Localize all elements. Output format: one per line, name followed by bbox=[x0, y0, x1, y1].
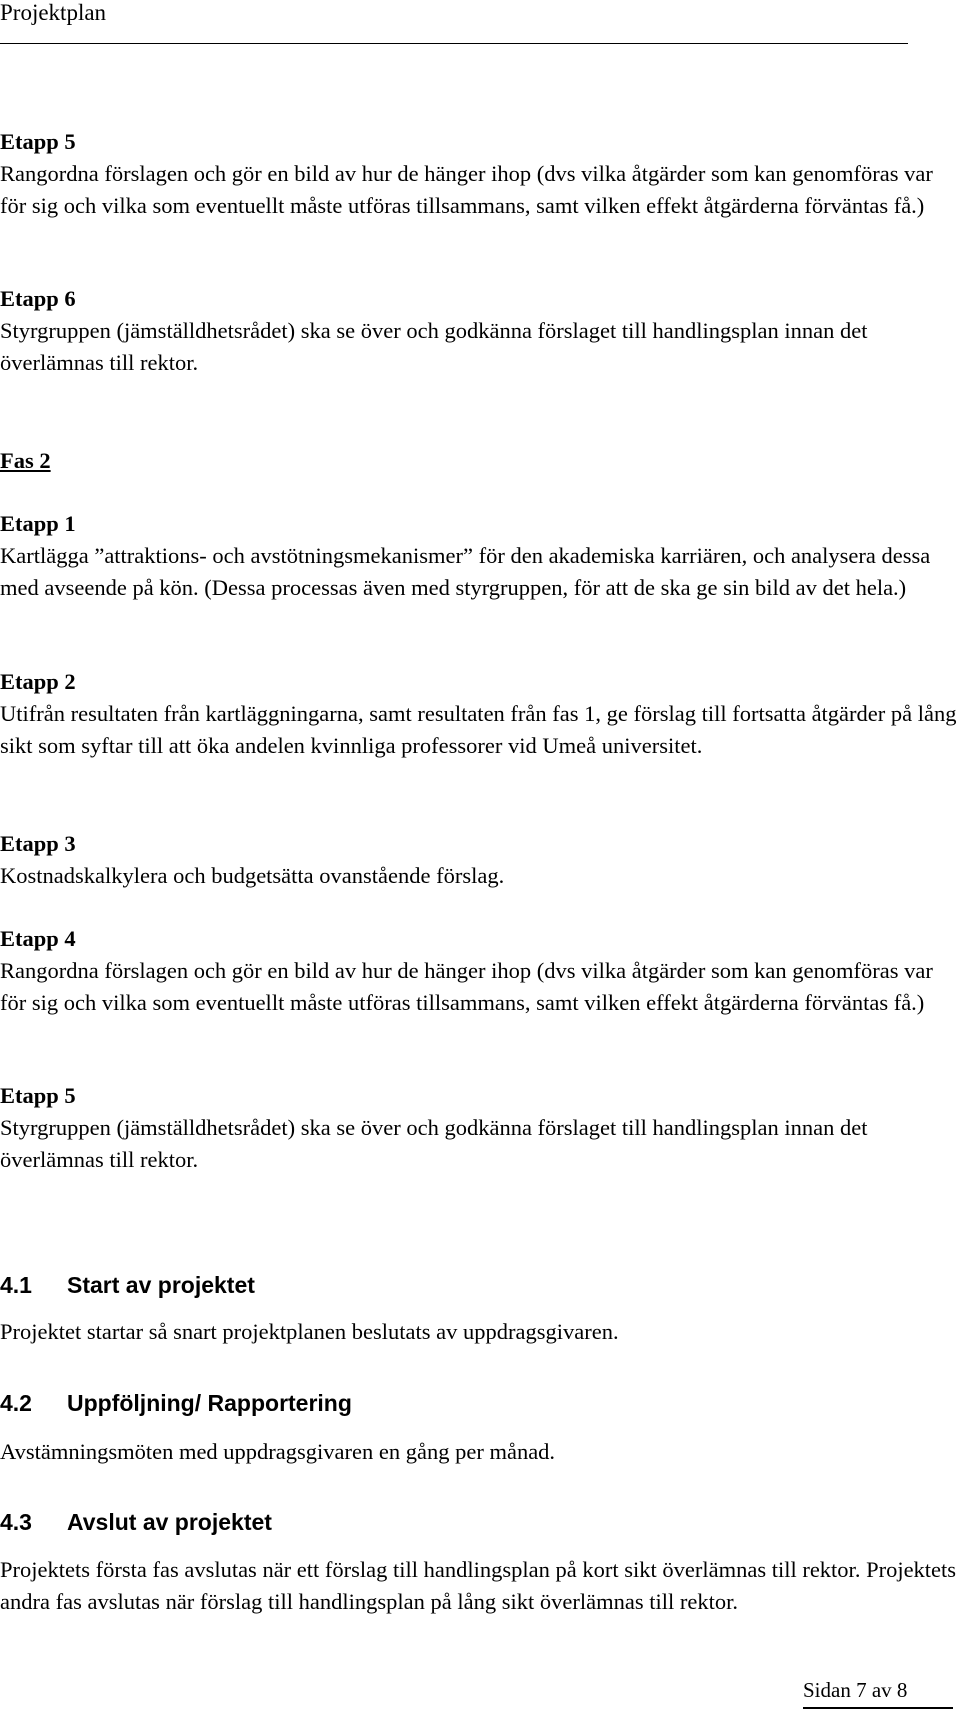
header-divider bbox=[0, 43, 908, 44]
section-number: 4.3 bbox=[0, 1509, 32, 1535]
etapp-text: Rangordna förslagen och gör en bild av hur de hänger ihop (dvs vilka åtgärder som kan genomföras var för sig och vilka som eventuellt måste utföras tillsammans, samt vilken effekt åtgärderna förväntas få.) bbox=[0, 161, 933, 218]
section-4-3-body bbox=[0, 1554, 960, 1618]
section-number: 4.2 bbox=[0, 1390, 32, 1416]
etapp-text: Styrgruppen (jämställdhetsrådet) ska se över och godkänna förslaget till handlingsplan innan det överlämnas till rektor. bbox=[0, 318, 868, 375]
etapp-text: Rangordna förslagen och gör en bild av hur de hänger ihop (dvs vilka åtgärder som kan genomföras var för sig och vilka som eventuellt måste utföras tillsammans, samt vilken effekt åtgärderna förväntas få.) bbox=[0, 958, 933, 1015]
etapp-title: Etapp 5 bbox=[0, 1083, 76, 1108]
etapp-text: Kostnadskalkylera och budgetsätta ovanstående förslag. bbox=[0, 863, 505, 888]
etapp-title: Etapp 1 bbox=[0, 511, 76, 536]
etapp-text: Utifrån resultaten från kartläggningarna, samt resultaten från fas 1, ge förslag till fortsatta åtgärder på lång sikt som syftar till att öka andelen kvinnliga professorer vid Umeå universitet. bbox=[0, 701, 957, 758]
section-title: Avslut av projektet bbox=[67, 1509, 272, 1535]
section-text: Projektets första fas avslutas när ett förslag till handlingsplan på kort sikt överlämnas till rektor. Projektets andra fas avslutas när förslag till handlingsplan på lång sikt överlämnas till rektor. bbox=[0, 1557, 957, 1614]
etapp-title: Etapp 3 bbox=[0, 831, 76, 856]
phase1-etapp-5 bbox=[0, 126, 960, 222]
section-4-2-body bbox=[0, 1436, 960, 1468]
section-4-1-body bbox=[0, 1316, 960, 1348]
etapp-title: Etapp 4 bbox=[0, 926, 76, 951]
phase2-etapp-3 bbox=[0, 828, 960, 892]
etapp-text: Kartlägga ”attraktions- och avstötningsmekanismer” för den akademiska karriären, och analysera dessa med avseende på kön. (Dessa processas även med styrgruppen, för att de ska ge sin bild av det hela.) bbox=[0, 543, 931, 600]
section-text: Projektet startar så snart projektplanen beslutats av uppdragsgivaren. bbox=[0, 1319, 619, 1344]
phase-title: Fas 2 bbox=[0, 448, 51, 473]
section-heading-4-2 bbox=[0, 1389, 352, 1417]
footer-divider bbox=[803, 1707, 953, 1709]
page-number-label: Sidan 7 av 8 bbox=[803, 1678, 908, 1702]
etapp-text: Styrgruppen (jämställdhetsrådet) ska se över och godkänna förslaget till handlingsplan innan det överlämnas till rektor. bbox=[0, 1115, 868, 1172]
section-text: Avstämningsmöten med uppdragsgivaren en gång per månad. bbox=[0, 1439, 556, 1464]
section-heading-4-3 bbox=[0, 1508, 272, 1536]
section-title: Start av projektet bbox=[67, 1272, 255, 1298]
phase2-etapp-2 bbox=[0, 666, 960, 762]
section-heading-4-1 bbox=[0, 1271, 255, 1299]
etapp-title: Etapp 2 bbox=[0, 669, 76, 694]
etapp-title: Etapp 5 bbox=[0, 129, 76, 154]
phase2-etapp-4 bbox=[0, 923, 960, 1019]
phase-2-heading bbox=[0, 445, 960, 477]
phase2-etapp-5 bbox=[0, 1080, 960, 1176]
phase2-etapp-1 bbox=[0, 508, 960, 604]
etapp-title: Etapp 6 bbox=[0, 286, 76, 311]
phase1-etapp-6 bbox=[0, 283, 960, 379]
page-header-title: Projektplan bbox=[0, 0, 107, 25]
section-title: Uppföljning/ Rapportering bbox=[67, 1390, 352, 1416]
section-number: 4.1 bbox=[0, 1272, 32, 1298]
